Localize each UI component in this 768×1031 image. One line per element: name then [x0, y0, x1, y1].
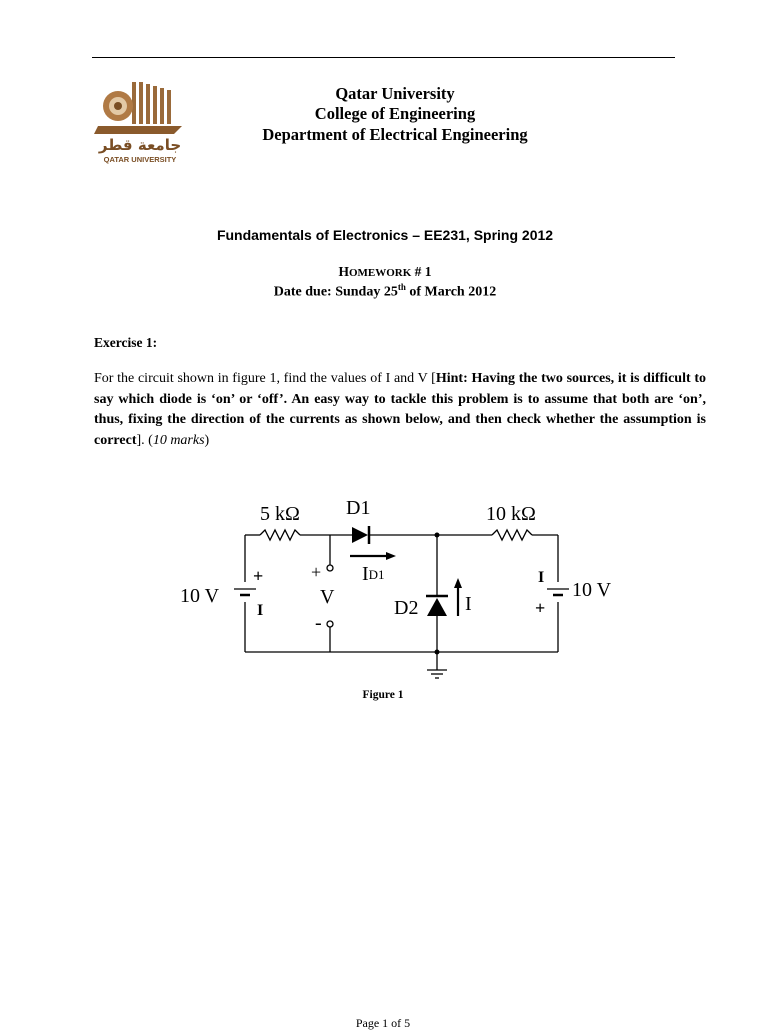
resistor-5k [260, 530, 300, 540]
logo-base [94, 126, 182, 134]
arrow-id1-head [386, 552, 396, 560]
v-label: V [320, 586, 335, 608]
logo-bar [167, 90, 171, 124]
v-plus-sign: + [311, 562, 322, 582]
source-right-minus-bar: I [538, 569, 545, 586]
v-minus-sign: - [315, 612, 322, 634]
source-left-plus: + [253, 566, 264, 586]
exercise-intro: For the circuit shown in figure 1, find the values of I and V [ [94, 371, 436, 386]
university-name: Qatar University [335, 84, 455, 103]
department-name: Department of Electrical Engineering [262, 125, 528, 144]
node-dot-bottom [435, 650, 440, 655]
r2-label: 10 kΩ [486, 503, 536, 525]
course-title: Fundamentals of Electronics – EE231, Spring 2012 [216, 227, 554, 243]
arrow-i-head [454, 578, 462, 588]
logo-bar [153, 86, 157, 124]
homework-title-rest: OMEWORK [348, 267, 412, 279]
due-date-suffix: of March 2012 [405, 284, 497, 300]
d1-label: D1 [346, 497, 371, 519]
figure-caption: Figure 1 [362, 689, 404, 701]
college-name: College of Engineering [314, 104, 476, 123]
homework-title-initial: H [338, 264, 349, 279]
exercise-text [94, 369, 706, 451]
university-logo [92, 80, 188, 166]
id1-sub: D1 [368, 567, 385, 582]
r1-label: 5 kΩ [260, 503, 300, 525]
terminal-plus [327, 565, 333, 571]
terminal-minus [327, 621, 333, 627]
logo-emblem-core [114, 102, 122, 110]
resistor-10k [492, 530, 532, 540]
id1-label [362, 563, 385, 585]
source-right-label: 10 V [572, 579, 612, 601]
due-date [170, 282, 600, 301]
logo-arabic-text: جامعة قطر [98, 136, 182, 154]
homework-title-number: # 1 [411, 264, 432, 279]
top-rule [92, 57, 675, 58]
diode-d2 [427, 598, 447, 616]
exercise-heading: Exercise 1: [94, 335, 158, 350]
page-footer: Page 1 of 5 [355, 1016, 411, 1030]
exercise-marks: 10 marks [152, 432, 205, 448]
exercise-end: ) [204, 432, 210, 448]
exercise-hint: Hint: Having the two sources, it is difficult to say which diode is ‘on’ or ‘off’. An easy way to tackle this problem is to assume that both are ‘on’, thus, fixing the direction of the currents as shown below, and then check whether the assumption is correct [94, 371, 706, 448]
circuit-diagram [170, 490, 630, 690]
diode-d1 [352, 527, 368, 543]
source-left-label: 10 V [180, 585, 220, 607]
i-label: I [465, 593, 472, 615]
logo-bar [139, 82, 143, 124]
due-date-prefix: Date due: Sunday 25 [273, 284, 398, 300]
logo-bar [160, 88, 164, 124]
homework-title [200, 264, 570, 280]
logo-bar [146, 84, 150, 124]
source-left-minus-bar: I [257, 602, 264, 619]
due-date-sup: th [397, 282, 406, 292]
d2-label: D2 [394, 597, 419, 619]
source-right-plus: + [535, 598, 546, 618]
exercise-close: ]. ( [136, 432, 153, 448]
logo-english-text: QATAR UNIVERSITY [103, 155, 177, 164]
node-dot-top [435, 533, 440, 538]
id1-main: I [362, 563, 369, 585]
